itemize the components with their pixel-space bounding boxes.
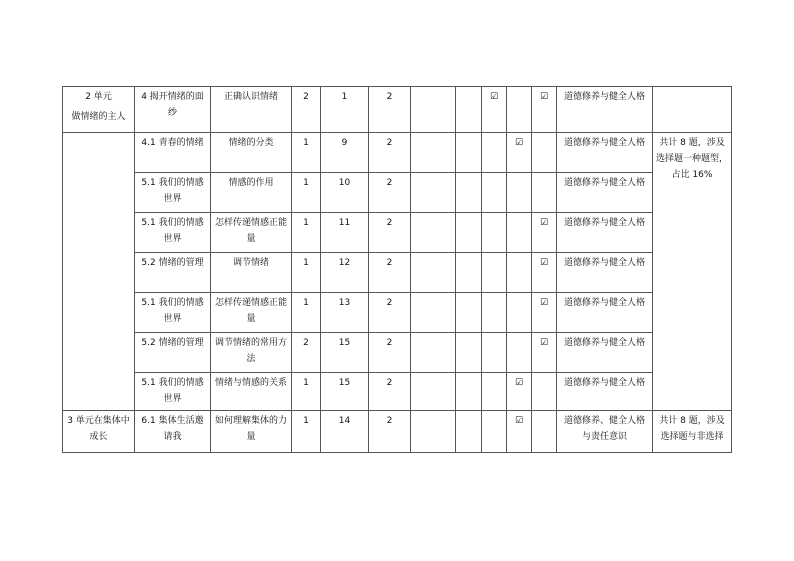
- question-number-cell: 1: [321, 87, 369, 133]
- check-cell: [456, 173, 482, 213]
- topic-cell: 怎样传递情感正能量: [211, 213, 292, 253]
- check-cell: [456, 373, 482, 411]
- checkbox-checked-icon: ☑: [514, 378, 524, 388]
- score-cell: 2: [369, 213, 411, 253]
- check-cell: [411, 293, 456, 333]
- check-cell: [532, 87, 557, 133]
- score-cell: 2: [369, 373, 411, 411]
- check-cell: [411, 133, 456, 173]
- check-cell: [532, 253, 557, 293]
- checkbox-checked-icon: ☑: [539, 298, 549, 308]
- question-number-cell: 15: [321, 333, 369, 373]
- question-number-cell: 14: [321, 411, 369, 453]
- lesson-cell: 5.2 情绪的管理: [135, 333, 211, 373]
- table-row: [63, 87, 732, 133]
- checkbox-checked-icon: ☑: [489, 92, 499, 102]
- count-cell: 1: [292, 293, 321, 333]
- check-cell: [411, 373, 456, 411]
- check-cell: [482, 213, 507, 253]
- check-cell: [411, 87, 456, 133]
- note-cell: 共计 8 题，涉及选择题与非选择: [653, 411, 732, 453]
- check-cell: [411, 173, 456, 213]
- check-cell: [482, 87, 507, 133]
- check-cell: [532, 373, 557, 411]
- check-cell: [482, 173, 507, 213]
- score-cell: 2: [369, 87, 411, 133]
- table-row: [63, 293, 732, 333]
- count-cell: 1: [292, 133, 321, 173]
- topic-cell: 调节情绪的常用方法: [211, 333, 292, 373]
- table-row: [63, 333, 732, 373]
- check-cell: [482, 333, 507, 373]
- check-cell: [456, 411, 482, 453]
- check-cell: [456, 213, 482, 253]
- goal-cell: 道德修养与健全人格: [557, 293, 653, 333]
- table-row: [63, 213, 732, 253]
- goal-cell: 道德修养与健全人格: [557, 87, 653, 133]
- check-cell: [456, 293, 482, 333]
- check-cell: [411, 411, 456, 453]
- table-row: [63, 173, 732, 213]
- question-number-cell: 10: [321, 173, 369, 213]
- topic-cell: 怎样传递情感正能量: [211, 293, 292, 333]
- check-cell: [507, 213, 532, 253]
- unit-subtitle: 做情绪的主人: [71, 112, 126, 122]
- check-cell: [482, 133, 507, 173]
- score-cell: 2: [369, 173, 411, 213]
- question-number-cell: 15: [321, 373, 369, 411]
- check-cell: [507, 87, 532, 133]
- checkbox-checked-icon: ☑: [539, 218, 549, 228]
- unit-label: 2 单元: [85, 92, 112, 102]
- check-cell: [411, 253, 456, 293]
- count-cell: 1: [292, 213, 321, 253]
- checkbox-checked-icon: ☑: [539, 258, 549, 268]
- lesson-cell: 5.1 我们的情感世界: [135, 213, 211, 253]
- note-cell: 共计 8 题，涉及选择题一种题型，占比 16%: [653, 133, 732, 411]
- question-number-cell: 12: [321, 253, 369, 293]
- lesson-cell: 5.2 情绪的管理: [135, 253, 211, 293]
- check-cell: [532, 173, 557, 213]
- check-cell: [456, 333, 482, 373]
- topic-cell: 情绪的分类: [211, 133, 292, 173]
- table-row: [63, 411, 732, 453]
- lesson-cell: 5.1 我们的情感世界: [135, 293, 211, 333]
- goal-cell: 道德修养与健全人格: [557, 253, 653, 293]
- check-cell: [456, 87, 482, 133]
- check-cell: [532, 411, 557, 453]
- check-cell: [507, 293, 532, 333]
- check-cell: [507, 333, 532, 373]
- exam-spec-table: [62, 86, 732, 453]
- goal-cell: 道德修养、健全人格与责任意识: [557, 411, 653, 453]
- goal-cell: 道德修养与健全人格: [557, 333, 653, 373]
- question-number-cell: 13: [321, 293, 369, 333]
- check-cell: [532, 133, 557, 173]
- note-cell: [653, 87, 732, 133]
- question-number-cell: 9: [321, 133, 369, 173]
- check-cell: [456, 253, 482, 293]
- score-cell: 2: [369, 411, 411, 453]
- score-cell: 2: [369, 293, 411, 333]
- goal-cell: 道德修养与健全人格: [557, 213, 653, 253]
- unit-cell-empty: [63, 133, 135, 411]
- check-cell: [532, 333, 557, 373]
- checkbox-checked-icon: ☑: [514, 416, 524, 426]
- lesson-cell: 5.1 我们的情感世界: [135, 173, 211, 213]
- table-row: [63, 373, 732, 411]
- count-cell: 1: [292, 253, 321, 293]
- table-row: [63, 253, 732, 293]
- unit-cell: [63, 87, 135, 133]
- goal-cell: 道德修养与健全人格: [557, 133, 653, 173]
- count-cell: 2: [292, 333, 321, 373]
- score-cell: 2: [369, 253, 411, 293]
- check-cell: [482, 411, 507, 453]
- goal-cell: 道德修养与健全人格: [557, 173, 653, 213]
- check-cell: [507, 253, 532, 293]
- check-cell: [482, 293, 507, 333]
- topic-cell: 情感的作用: [211, 173, 292, 213]
- count-cell: 1: [292, 373, 321, 411]
- topic-cell: 如何理解集体的力量: [211, 411, 292, 453]
- lesson-cell: 4 揭开情绪的面纱: [135, 87, 211, 133]
- topic-cell: 调节情绪: [211, 253, 292, 293]
- table-row: [63, 133, 732, 173]
- count-cell: 2: [292, 87, 321, 133]
- count-cell: 1: [292, 173, 321, 213]
- topic-cell: 情绪与情感的关系: [211, 373, 292, 411]
- check-cell: [507, 133, 532, 173]
- check-cell: [532, 213, 557, 253]
- topic-cell: 正确认识情绪: [211, 87, 292, 133]
- unit-cell: 3 单元在集体中成长: [63, 411, 135, 453]
- count-cell: 1: [292, 411, 321, 453]
- checkbox-checked-icon: ☑: [514, 138, 524, 148]
- lesson-cell: 4.1 青春的情绪: [135, 133, 211, 173]
- check-cell: [482, 253, 507, 293]
- check-cell: [482, 373, 507, 411]
- lesson-cell: 6.1 集体生活邀请我: [135, 411, 211, 453]
- check-cell: [507, 373, 532, 411]
- score-cell: 2: [369, 333, 411, 373]
- goal-cell: 道德修养与健全人格: [557, 373, 653, 411]
- check-cell: [411, 333, 456, 373]
- score-cell: 2: [369, 133, 411, 173]
- lesson-cell: 5.1 我们的情感世界: [135, 373, 211, 411]
- checkbox-checked-icon: ☑: [539, 338, 549, 348]
- check-cell: [507, 411, 532, 453]
- question-number-cell: 11: [321, 213, 369, 253]
- checkbox-checked-icon: ☑: [539, 92, 549, 102]
- check-cell: [507, 173, 532, 213]
- check-cell: [532, 293, 557, 333]
- check-cell: [456, 133, 482, 173]
- check-cell: [411, 213, 456, 253]
